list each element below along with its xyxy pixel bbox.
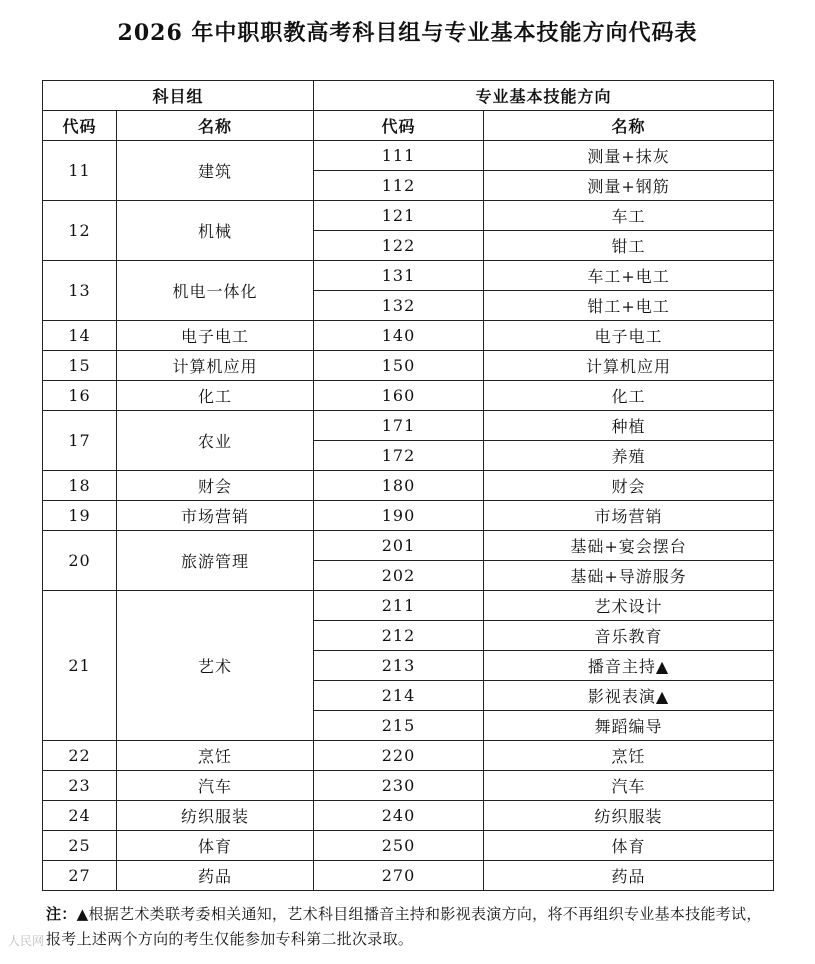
table-row	[43, 381, 774, 411]
direction-code-cell: 230	[314, 771, 484, 801]
table-row	[43, 861, 774, 891]
group-code-cell: 20	[43, 531, 117, 591]
direction-name-cell: 钳工+电工	[484, 291, 774, 321]
direction-code-cell: 150	[314, 351, 484, 381]
direction-name-cell: 车工+电工	[484, 261, 774, 291]
direction-name-cell: 电子电工	[484, 321, 774, 351]
direction-code-cell: 212	[314, 621, 484, 651]
table-row	[43, 321, 774, 351]
direction-code-cell: 215	[314, 711, 484, 741]
direction-code-cell: 211	[314, 591, 484, 621]
group-code-header: 代码	[43, 111, 117, 141]
table-body	[43, 141, 774, 891]
table-row	[43, 351, 774, 381]
direction-name-cell: 舞蹈编导	[484, 711, 774, 741]
direction-name-cell: 烹饪	[484, 741, 774, 771]
table-row	[43, 201, 774, 231]
group-code-cell: 19	[43, 501, 117, 531]
footnote	[46, 902, 776, 952]
table-row	[43, 801, 774, 831]
group-name-cell: 旅游管理	[117, 531, 314, 591]
group-name-header: 名称	[117, 111, 314, 141]
direction-name-cell: 体育	[484, 831, 774, 861]
table-row	[43, 741, 774, 771]
watermark: 人民网	[8, 934, 45, 948]
direction-name-cell: 药品	[484, 861, 774, 891]
group-code-cell: 25	[43, 831, 117, 861]
direction-name-cell: 影视表演▲	[484, 681, 774, 711]
direction-code-cell: 202	[314, 561, 484, 591]
direction-code-cell: 121	[314, 201, 484, 231]
code-table	[42, 80, 774, 891]
group-name-cell: 化工	[117, 381, 314, 411]
group-code-cell: 21	[43, 591, 117, 741]
direction-name-cell: 化工	[484, 381, 774, 411]
direction-name-cell: 车工	[484, 201, 774, 231]
group-name-cell: 体育	[117, 831, 314, 861]
direction-name-cell: 基础+宴会摆台	[484, 531, 774, 561]
direction-name-cell: 养殖	[484, 441, 774, 471]
group-code-cell: 24	[43, 801, 117, 831]
group-name-cell: 纺织服装	[117, 801, 314, 831]
group-code-cell: 12	[43, 201, 117, 261]
group-code-cell: 27	[43, 861, 117, 891]
group-name-cell: 市场营销	[117, 501, 314, 531]
table-row	[43, 411, 774, 441]
group-code-cell: 22	[43, 741, 117, 771]
direction-name-cell: 艺术设计	[484, 591, 774, 621]
group-name-cell: 建筑	[117, 141, 314, 201]
direction-name-cell: 基础+导游服务	[484, 561, 774, 591]
group-code-cell: 15	[43, 351, 117, 381]
group-header: 科目组	[43, 81, 314, 111]
direction-name-cell: 种植	[484, 411, 774, 441]
direction-code-cell: 140	[314, 321, 484, 351]
direction-name-cell: 计算机应用	[484, 351, 774, 381]
direction-name-cell: 测量+抹灰	[484, 141, 774, 171]
direction-code-cell: 270	[314, 861, 484, 891]
direction-code-cell: 214	[314, 681, 484, 711]
direction-code-cell: 131	[314, 261, 484, 291]
group-name-cell: 药品	[117, 861, 314, 891]
group-code-cell: 18	[43, 471, 117, 501]
group-code-cell: 16	[43, 381, 117, 411]
table-row	[43, 591, 774, 621]
group-code-cell: 17	[43, 411, 117, 471]
direction-code-cell: 111	[314, 141, 484, 171]
footnote-text: ▲根据艺术类联考委相关通知，艺术科目组播音主持和影视表演方向，将不再组织专业基本技能考试，报考上述两个方向的考生仅能参加专科第二批次录取。	[46, 905, 762, 948]
group-name-cell: 烹饪	[117, 741, 314, 771]
group-code-cell: 11	[43, 141, 117, 201]
group-name-cell: 财会	[117, 471, 314, 501]
group-name-cell: 汽车	[117, 771, 314, 801]
group-name-cell: 机械	[117, 201, 314, 261]
group-name-cell: 计算机应用	[117, 351, 314, 381]
direction-code-cell: 112	[314, 171, 484, 201]
direction-code-cell: 180	[314, 471, 484, 501]
direction-code-cell: 190	[314, 501, 484, 531]
direction-name-cell: 钳工	[484, 231, 774, 261]
page-title: 2026 年中职职教高考科目组与专业基本技能方向代码表	[117, 20, 698, 46]
direction-code-header: 代码	[314, 111, 484, 141]
direction-name-cell: 汽车	[484, 771, 774, 801]
direction-name-cell: 播音主持▲	[484, 651, 774, 681]
footnote-label: 注：	[46, 905, 77, 923]
direction-code-cell: 172	[314, 441, 484, 471]
table-row	[43, 531, 774, 561]
direction-code-cell: 220	[314, 741, 484, 771]
direction-name-cell: 音乐教育	[484, 621, 774, 651]
direction-code-cell: 160	[314, 381, 484, 411]
direction-header: 专业基本技能方向	[314, 81, 774, 111]
table-row	[43, 261, 774, 291]
direction-name-cell: 财会	[484, 471, 774, 501]
direction-code-cell: 171	[314, 411, 484, 441]
table-row	[43, 771, 774, 801]
group-name-cell: 农业	[117, 411, 314, 471]
group-name-cell: 艺术	[117, 591, 314, 741]
table-row	[43, 501, 774, 531]
direction-code-cell: 132	[314, 291, 484, 321]
table-row	[43, 141, 774, 171]
group-name-cell: 机电一体化	[117, 261, 314, 321]
direction-code-cell: 250	[314, 831, 484, 861]
group-code-cell: 13	[43, 261, 117, 321]
group-code-cell: 14	[43, 321, 117, 351]
direction-name-cell: 纺织服装	[484, 801, 774, 831]
direction-name-cell: 测量+钢筋	[484, 171, 774, 201]
direction-code-cell: 122	[314, 231, 484, 261]
group-name-cell: 电子电工	[117, 321, 314, 351]
group-code-cell: 23	[43, 771, 117, 801]
direction-code-cell: 213	[314, 651, 484, 681]
table-row	[43, 831, 774, 861]
table-row	[43, 471, 774, 501]
direction-code-cell: 240	[314, 801, 484, 831]
direction-name-cell: 市场营销	[484, 501, 774, 531]
direction-name-header: 名称	[484, 111, 774, 141]
direction-code-cell: 201	[314, 531, 484, 561]
